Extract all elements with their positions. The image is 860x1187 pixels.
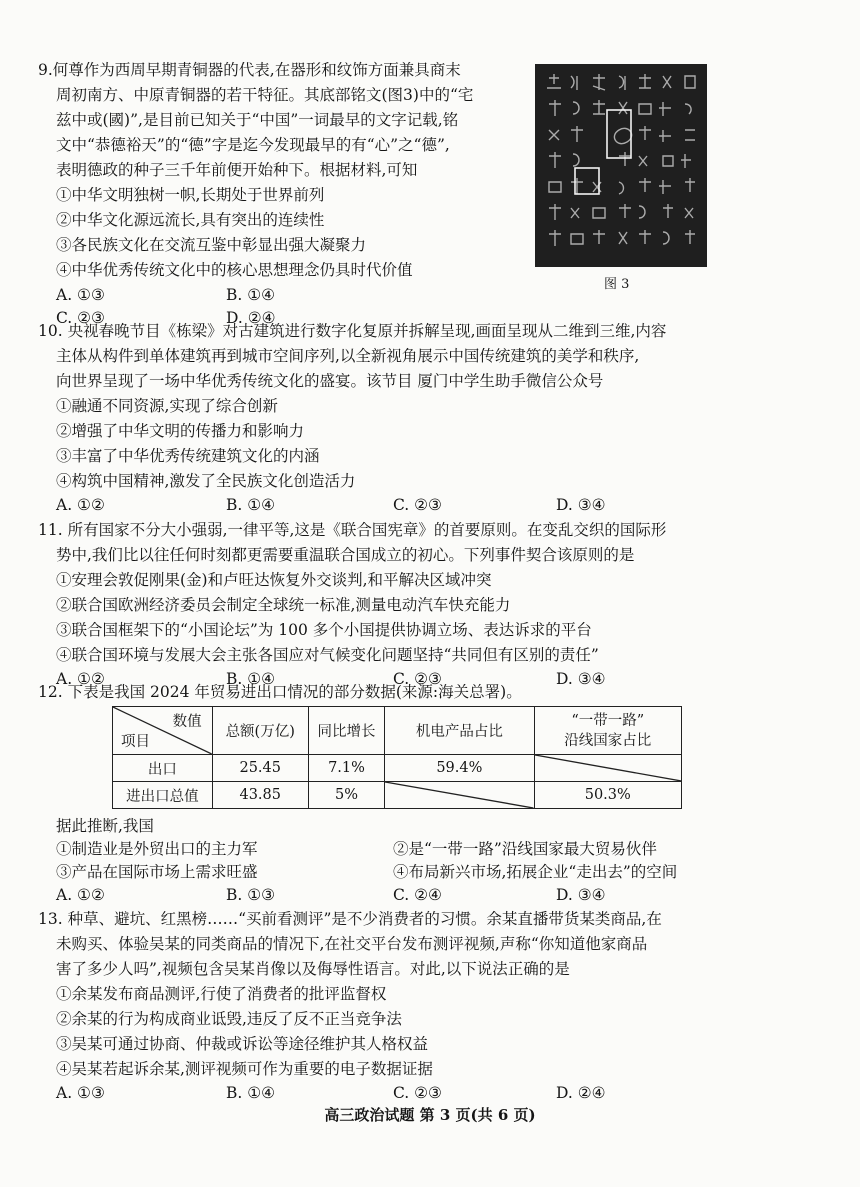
row-total-total: 43.85 — [212, 782, 308, 809]
q12-item-3: ③产品在国际市场上需求旺盛 — [56, 863, 258, 881]
q12-option-a[interactable]: A. ①② — [56, 886, 105, 904]
table-header-row — [113, 707, 682, 755]
q10-line-3: 向世界呈现了一场中华优秀传统文化的盛宴。该节目 厦门中学生助手微信公众号 — [56, 372, 604, 390]
q13-item-1: ①余某发布商品测评,行使了消费者的批评监督权 — [56, 985, 387, 1003]
table-corner-cell — [113, 707, 213, 755]
q12-options — [56, 884, 776, 906]
row-export-growth: 7.1% — [308, 755, 384, 782]
q13-options — [56, 1082, 776, 1104]
q11-option-d[interactable]: D. ③④ — [556, 670, 606, 688]
q10-item-1: ①融通不同资源,实现了综合创新 — [56, 397, 278, 415]
row-total-belt-road: 50.3% — [534, 782, 681, 809]
q11-option-c[interactable]: C. ②③ — [393, 670, 442, 688]
q9-line-4: 文中“恭德裕天”的“德”字是迄今发现最早的有“心”之“德”, — [56, 136, 450, 154]
table-row — [113, 782, 682, 809]
q13-line-2: 未购买、体验吴某的同类商品的情况下,在社交平台发布测评视频,声称“你知道他家商品 — [56, 935, 648, 953]
row-total-mech-empty — [385, 782, 534, 809]
row-export-label: 出口 — [113, 755, 213, 782]
row-export-total: 25.45 — [212, 755, 308, 782]
q13-item-2: ②余某的行为构成商业诋毁,违反了反不正当竞争法 — [56, 1010, 402, 1028]
q10-item-3: ③丰富了中华优秀传统建筑文化的内涵 — [56, 447, 320, 465]
q10-item-2: ②增强了中华文明的传播力和影响力 — [56, 422, 305, 440]
header-growth: 同比增长 — [308, 707, 384, 755]
q10-line-2: 主体从构件到单体建筑再到城市空间序列,以全新视角展示中国传统建筑的美学和秩序, — [56, 347, 640, 365]
empty-cell-diagonal — [535, 755, 681, 781]
q9-line-1: 9.何尊作为西周早期青铜器的代表,在器形和纹饰方面兼具商末 — [38, 61, 461, 79]
header-mech: 机电产品占比 — [385, 707, 534, 755]
header-belt-road-line2: 沿线国家占比 — [564, 732, 652, 749]
inscription-glyphs — [535, 64, 707, 267]
q12-item-4: ④布局新兴市场,拓展企业“走出去”的空间 — [393, 863, 678, 881]
trade-data-table — [112, 706, 682, 809]
q13-option-c[interactable]: C. ②③ — [393, 1084, 442, 1102]
q9-options — [56, 284, 456, 306]
q11-item-3: ③联合国框架下的“小国论坛”为 100 多个小国提供协调立场、表达诉求的平台 — [56, 621, 592, 639]
q10-line-1: 10. 央视春晚节目《栋梁》对古建筑进行数字化复原并拆解呈现,画面呈现从二维到三维,内容 — [38, 322, 667, 340]
q10-option-c[interactable]: C. ②③ — [393, 496, 442, 514]
q9-item-1: ①中华文明独树一帜,长期处于世界前列 — [56, 186, 325, 204]
q9-item-4: ④中华优秀传统文化中的核心思想理念仍具时代价值 — [56, 261, 413, 279]
q10-option-d[interactable]: D. ③④ — [556, 496, 606, 514]
q9-line-5: 表明德政的种子三千年前便开始种下。根据材料,可知 — [56, 161, 418, 179]
header-belt-road-line1: “一带一路” — [571, 712, 645, 729]
q13-item-3: ③吴某可通过协商、仲裁或诉讼等途径维护其人格权益 — [56, 1035, 429, 1053]
q11-item-2: ②联合国欧洲经济委员会制定全球统一标准,测量电动汽车快充能力 — [56, 596, 511, 614]
q12-lead: 据此推断,我国 — [56, 817, 154, 835]
row-total-growth: 5% — [308, 782, 384, 809]
corner-bottom-label: 项目 — [121, 734, 150, 750]
row-total-label: 进出口总值 — [113, 782, 213, 809]
q9-option-a[interactable]: A. ①③ — [56, 286, 105, 304]
row-export-belt-road-empty — [534, 755, 681, 782]
q12-option-d[interactable]: D. ③④ — [556, 886, 606, 904]
q12-stem: 12. 下表是我国 2024 年贸易进出口情况的部分数据(来源:海关总署)。 — [38, 683, 522, 701]
q10-options — [56, 494, 776, 516]
q11-option-a[interactable]: A. ①② — [56, 670, 105, 688]
q12-item-1: ①制造业是外贸出口的主力军 — [56, 840, 258, 858]
header-total: 总额(万亿) — [212, 707, 308, 755]
q12-option-b[interactable]: B. ①③ — [226, 886, 276, 904]
q13-item-4: ④吴某若起诉余某,测评视频可作为重要的电子数据证据 — [56, 1060, 433, 1078]
q9-item-2: ②中华文化源远流长,具有突出的连续性 — [56, 211, 325, 229]
q12-option-c[interactable]: C. ②④ — [393, 886, 442, 904]
row-export-mech: 59.4% — [385, 755, 534, 782]
q13-option-b[interactable]: B. ①④ — [226, 1084, 276, 1102]
q9-option-d[interactable]: D. ②④ — [226, 309, 276, 327]
empty-cell-diagonal — [385, 782, 533, 808]
q10-option-b[interactable]: B. ①④ — [226, 496, 276, 514]
bronze-inscription-image — [535, 64, 707, 267]
q9-line-2: 周初南方、中原青铜器的若干特征。其底部铭文(图3)中的“宅 — [56, 86, 474, 104]
q11-option-b[interactable]: B. ①④ — [226, 670, 276, 688]
q13-option-d[interactable]: D. ②④ — [556, 1084, 606, 1102]
q9-line-3: 兹中或(國)”,是目前已知关于“中国”一词最早的文字记载,铭 — [56, 111, 459, 129]
q13-option-a[interactable]: A. ①③ — [56, 1084, 105, 1102]
q11-item-1: ①安理会敦促刚果(金)和卢旺达恢复外交谈判,和平解决区域冲突 — [56, 571, 492, 589]
q10-item-4: ④构筑中国精神,激发了全民族文化创造活力 — [56, 472, 356, 490]
table-row — [113, 755, 682, 782]
q10-option-a[interactable]: A. ①② — [56, 496, 105, 514]
q11-item-4: ④联合国环境与发展大会主张各国应对气候变化问题坚持“共同但有区别的责任” — [56, 646, 599, 664]
figure-3-caption: 图 3 — [604, 277, 630, 292]
q11-line-1: 11. 所有国家不分大小强弱,一律平等,这是《联合国宪章》的首要原则。在变乱交织的国际形 — [38, 521, 667, 539]
q13-line-1: 13. 种草、避坑、红黑榜……“买前看测评”是不少消费者的习惯。余某直播带货某类商品,在 — [38, 910, 662, 928]
q9-option-c[interactable]: C. ②③ — [56, 309, 105, 327]
page-footer: 高三政治试题 第 3 页(共 6 页) — [324, 1106, 536, 1124]
corner-top-label: 数值 — [172, 714, 202, 730]
q12-item-2: ②是“一带一路”沿线国家最大贸易伙伴 — [393, 840, 657, 858]
header-belt-road — [534, 707, 681, 755]
q9-option-b[interactable]: B. ①④ — [226, 286, 276, 304]
q11-line-2: 势中,我们比以往任何时刻都更需要重温联合国成立的初心。下列事件契合该原则的是 — [56, 546, 635, 564]
q9-item-3: ③各民族文化在交流互鉴中彰显出强大凝聚力 — [56, 236, 367, 254]
q13-line-3: 害了多少人吗”,视频包含吴某肖像以及侮辱性语言。对此,以下说法正确的是 — [56, 960, 570, 978]
